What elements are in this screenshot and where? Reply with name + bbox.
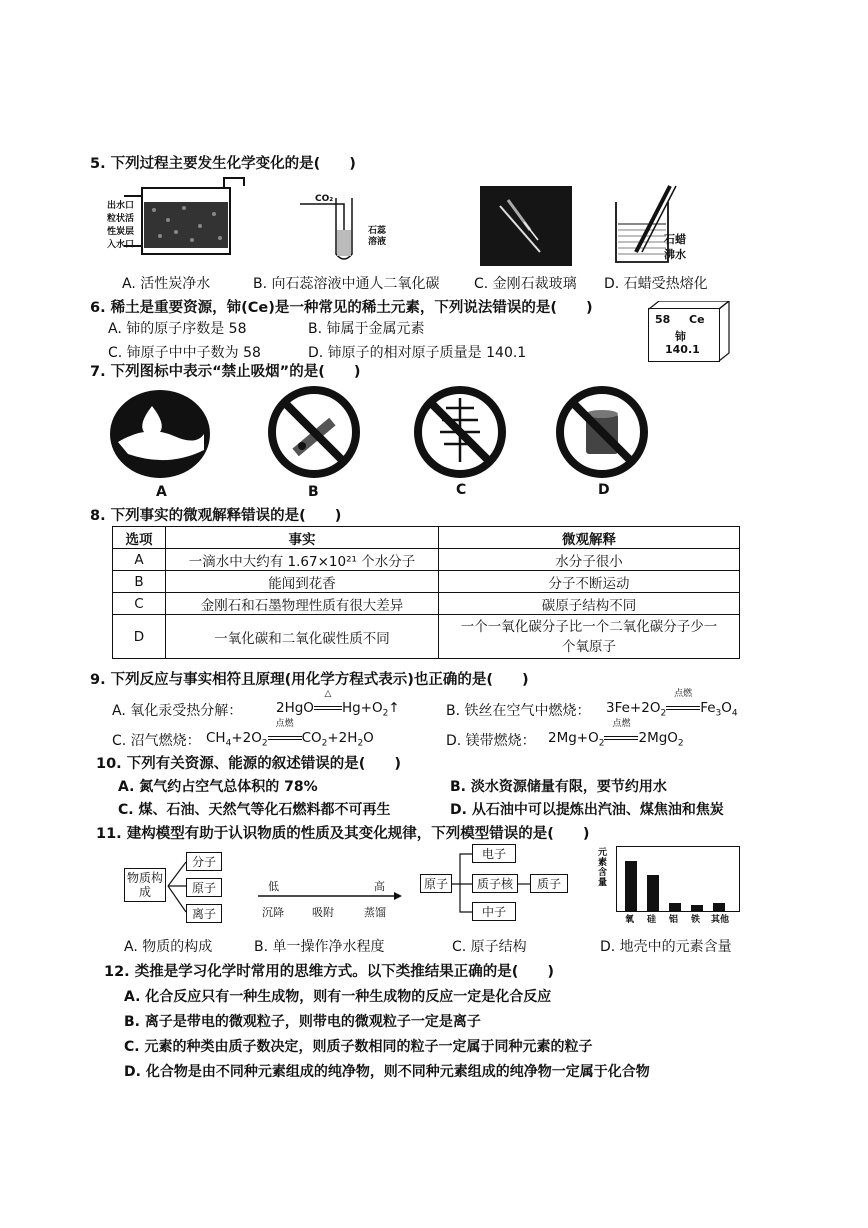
- row-a-fact: 一滴水中大约有 1.67×10²¹ 个水分子: [166, 549, 439, 571]
- q9-option-c-equation: $CH_4+2O_2$ 点燃 $CO_2+2H_2O$: [206, 719, 374, 749]
- ignite-label-d: 点燃: [612, 719, 631, 729]
- q5-figure-d-labels: [664, 232, 686, 262]
- question-10-stem: 10. 下列有关资源、能源的叙述错误的是( ): [96, 756, 401, 772]
- water-drop-icon: [108, 388, 212, 478]
- q9-option-d-label[interactable]: D. 镁带燃烧：: [446, 733, 536, 749]
- ignite-condition-b: [666, 689, 700, 716]
- question-9-stem: 9. 下列反应与事实相符且原理(用化学方程式表示)也正确的是( ): [90, 672, 529, 688]
- q12-option-d[interactable]: D. 化合物是由不同种元素组成的纯净物，则不同种元素组成的纯净物一定属于化合物: [124, 1064, 650, 1080]
- litmus-label: [368, 226, 386, 248]
- model-c-electron: 电子: [472, 844, 516, 863]
- no-fireworks-icon: [410, 384, 510, 480]
- q9-option-b-equation: $3Fe+2O_2$ 点燃 $Fe_3O_4$: [606, 689, 738, 719]
- model-d-crust-elements-chart: [598, 842, 748, 932]
- sign-a-label: A: [156, 484, 167, 500]
- model-a-matter-composition: [120, 848, 232, 926]
- q5-option-a[interactable]: A. 活性炭净水: [122, 276, 211, 292]
- model-c-proton: 质子: [530, 874, 568, 893]
- row-c-fact: 金刚石和石墨物理性质有很大差异: [166, 593, 439, 615]
- element-symbol: Ce: [689, 313, 705, 326]
- model-b-step-settle: 沉降: [262, 906, 284, 919]
- q6-option-b[interactable]: B. 铈属于金属元素: [308, 321, 425, 337]
- header-fact: 事实: [166, 527, 439, 549]
- row-c-explain: 碳原子结构不同: [439, 593, 740, 615]
- diamond-cutting-glass-photo: [480, 186, 572, 266]
- q9-option-a-equation: 2HgO △ $Hg+O_2↑$: [276, 689, 400, 719]
- sign-b-label: B: [308, 484, 319, 500]
- cat-silicon: 硅: [647, 915, 657, 925]
- model-c-root: 原子: [420, 874, 452, 893]
- element-cerium-card: [648, 308, 720, 362]
- q5-option-d[interactable]: D. 石蜡受热熔化: [604, 276, 708, 292]
- row-a-option: A: [113, 549, 166, 571]
- question-8-stem: 8. 下列事实的微观解释错误的是( ): [90, 508, 342, 524]
- no-oil-drum-icon: [552, 384, 652, 480]
- q9-option-b-label[interactable]: B. 铁丝在空气中燃烧：: [446, 703, 591, 719]
- model-c-nucleus: 质子核: [472, 874, 518, 893]
- paraffin-label: 石蜡: [664, 233, 686, 246]
- outlet-label: 出水口: [107, 201, 135, 211]
- table-row: [113, 571, 740, 593]
- row-c-option: C: [113, 593, 166, 615]
- ignite-label-b: 点燃: [674, 689, 693, 699]
- bar-aluminum: [669, 903, 681, 911]
- row-d-explain: 一个一氧化碳分子比一个二氧化碳分子少一个氧原子: [439, 615, 740, 659]
- q11-option-a[interactable]: A. 物质的构成: [124, 939, 213, 955]
- q12-option-b[interactable]: B. 离子是带电的微观粒子，则带电的微观粒子一定是离子: [124, 1014, 481, 1030]
- row-b-explain: 分子不断运动: [439, 571, 740, 593]
- row-a-explain: 水分子很小: [439, 549, 740, 571]
- q11-option-b[interactable]: B. 单一操作净水程度: [254, 939, 385, 955]
- sign-d-no-fuel[interactable]: [552, 384, 652, 484]
- question-11-stem: 11. 建构模型有助于认识物质的性质及其变化规律，下列模型错误的是( ): [96, 826, 590, 842]
- bar-iron: [691, 905, 703, 911]
- q11-option-c[interactable]: C. 原子结构: [452, 939, 527, 955]
- q5-option-c[interactable]: C. 金刚石裁玻璃: [474, 276, 577, 292]
- arrow-right-icon: [256, 890, 406, 902]
- cat-iron: 铁: [691, 915, 701, 925]
- q9-option-a-label[interactable]: A. 氧化汞受热分解：: [112, 703, 243, 719]
- row-b-fact: 能闻到花香: [166, 571, 439, 593]
- q10-option-a[interactable]: A. 氮气约占空气总体积的 78%: [118, 779, 318, 795]
- heat-symbol: △: [324, 689, 332, 699]
- q10-option-c[interactable]: C. 煤、石油、天然气等化石燃料都不可再生: [118, 802, 391, 818]
- header-explain: 微观解释: [439, 527, 740, 549]
- cat-other: 其他: [711, 915, 730, 925]
- model-b-low: 低: [268, 880, 279, 893]
- cat-aluminum: 铝: [669, 915, 679, 925]
- bar-other: [713, 903, 725, 911]
- test-tube-co2-illustration: [300, 180, 410, 265]
- header-option: 选项: [113, 527, 166, 549]
- q5-option-b[interactable]: B. 向石蕊溶液中通人二氧化碳: [253, 276, 440, 292]
- q5-figure-b: [300, 180, 410, 265]
- model-a-item-molecule: 分子: [186, 852, 222, 871]
- bar-silicon: [647, 875, 659, 911]
- ignite-label-c: 点燃: [275, 719, 294, 729]
- element-number: 58: [655, 313, 671, 326]
- q6-option-d[interactable]: D. 铈原子的相对原子质量是 140.1: [308, 345, 527, 361]
- model-a-item-atom: 原子: [186, 878, 222, 897]
- table-row: [113, 615, 740, 659]
- table-row: [113, 593, 740, 615]
- sign-c-no-fireworks[interactable]: [410, 384, 510, 484]
- q10-option-b[interactable]: B. 淡水资源储量有限，要节约用水: [450, 779, 667, 795]
- model-d-plot-area: [616, 846, 740, 912]
- q12-option-a[interactable]: A. 化合反应只有一种生成物，则有一种生成物的反应一定是化合反应: [124, 989, 552, 1005]
- carbon-label-2: 性炭层: [107, 227, 135, 237]
- model-c-atom-structure: [420, 842, 580, 926]
- sign-d-label: D: [598, 482, 610, 498]
- inlet-label: 入水口: [107, 240, 135, 250]
- cat-oxygen: 氧: [625, 915, 635, 925]
- carbon-label-1: 粒状活: [107, 214, 135, 224]
- q5-figure-a-labels: [107, 200, 134, 252]
- row-d-option: D: [113, 615, 166, 659]
- sign-c-label: C: [456, 482, 467, 498]
- element-mass: 140.1: [665, 343, 700, 356]
- question-7-stem: 7. 下列图标中表示“禁止吸烟”的是( ): [90, 364, 361, 380]
- q10-option-d[interactable]: D. 从石油中可以提炼出汽油、煤焦油和焦炭: [450, 802, 724, 818]
- element-name: 铈: [675, 330, 686, 343]
- model-b-step-distill: 蒸馏: [364, 906, 386, 919]
- heat-condition: [314, 689, 342, 716]
- ignite-condition-c: [268, 719, 302, 746]
- model-a-root: 物质构成: [124, 868, 166, 902]
- model-a-item-ion: 离子: [186, 904, 222, 923]
- q6-option-a[interactable]: A. 铈的原子序数是 58: [108, 321, 247, 337]
- sign-a-water-saving[interactable]: [108, 388, 212, 482]
- table-row: [113, 549, 740, 571]
- litmus-label-1: 石蕊: [368, 226, 387, 236]
- model-d-ylabel: 元素含量: [598, 848, 608, 888]
- co2-label: CO₂: [315, 194, 334, 204]
- litmus-label-2: 溶液: [368, 237, 387, 247]
- question-6-stem: 6. 稀土是重要资源，铈(Ce)是一种常见的稀土元素，下列说法错误的是( ): [90, 300, 593, 316]
- boiling-water-label: 沸水: [664, 248, 686, 261]
- model-b-high: 高: [374, 880, 385, 893]
- sign-b-no-smoking[interactable]: [262, 384, 366, 484]
- question-5-stem: 5. 下列过程主要发生化学变化的是( ): [90, 156, 356, 172]
- facts-table: [112, 526, 740, 659]
- no-smoking-icon: [262, 384, 366, 480]
- question-12-stem: 12. 类推是学习化学时常用的思维方式。以下类推结果正确的是( ): [104, 964, 554, 980]
- model-b-step-adsorb: 吸附: [312, 906, 334, 919]
- model-b-purification-scale: [256, 878, 406, 922]
- q12-option-c[interactable]: C. 元素的种类由质子数决定，则质子数相同的粒子一定属于同种元素的粒子: [124, 1039, 593, 1055]
- row-d-fact: 一氧化碳和二氧化碳性质不同: [166, 615, 439, 659]
- bar-oxygen: [625, 861, 637, 911]
- q9-option-d-equation: $2Mg+O_2$ 点燃 2MgO$_2$: [548, 719, 684, 749]
- model-c-neutron: 中子: [472, 902, 516, 921]
- row-b-option: B: [113, 571, 166, 593]
- ignite-condition-d: [604, 719, 638, 746]
- q11-option-d[interactable]: D. 地壳中的元素含量: [600, 939, 732, 955]
- q6-option-c[interactable]: C. 铈原子中中子数为 58: [108, 345, 261, 361]
- q9-option-c-label[interactable]: C. 沼气燃烧：: [112, 733, 201, 749]
- table-header-row: [113, 527, 740, 549]
